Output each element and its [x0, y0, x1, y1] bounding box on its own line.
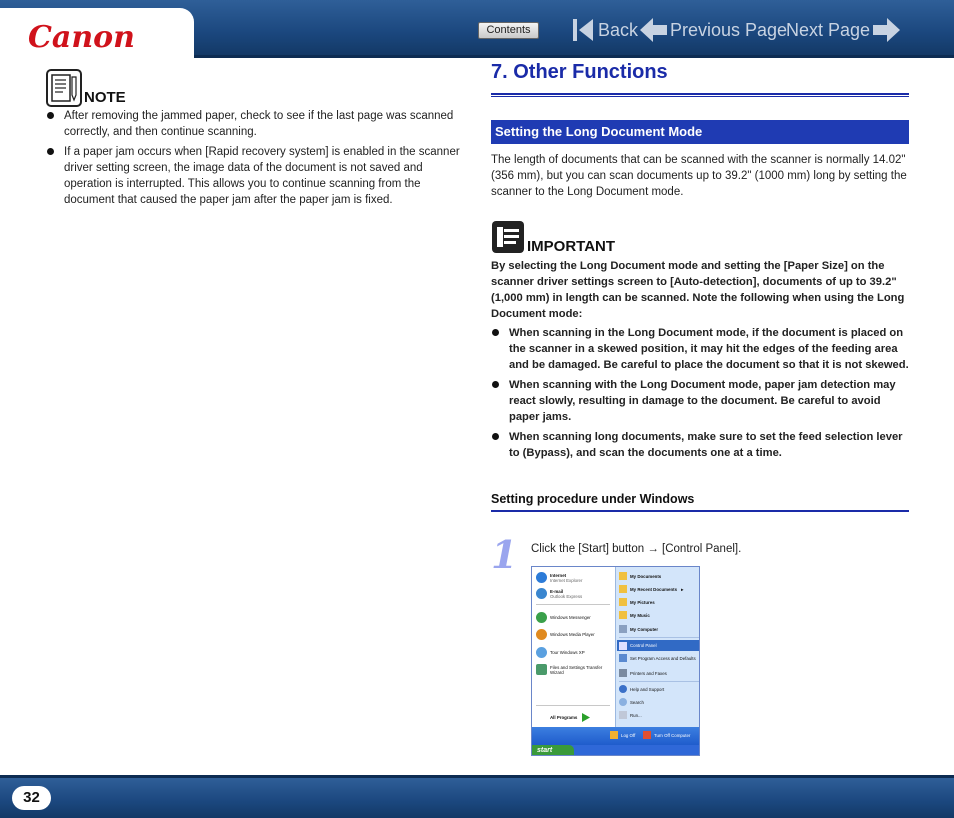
procedure-heading: Setting procedure under Windows	[491, 492, 695, 506]
start-item-media-player: Windows Media Player	[536, 629, 595, 640]
procedure-divider	[491, 510, 909, 512]
tour-xp-icon	[536, 647, 547, 658]
turn-off-item: Turn Off Computer	[643, 731, 690, 739]
start-menu-right-pane	[615, 567, 700, 727]
list-item: If a paper jam occurs when [Rapid recovery system] is enabled in the scanner driver setting screen, the image data of the document is not saved and operation is interrupted. This allows you to continue scanning from the document that caused the paper jam after the paper jam is fixed.	[46, 144, 460, 208]
control-panel-icon	[619, 642, 627, 650]
list-item: After removing the jammed paper, check to see if the last page was scanned correctly, and then continue scanning.	[46, 108, 460, 140]
bullet-icon	[492, 329, 499, 336]
important-heading: IMPORTANT	[527, 238, 616, 255]
log-off-icon	[610, 731, 618, 739]
back-icon	[572, 17, 594, 43]
power-icon	[643, 731, 651, 739]
list-item: When scanning long documents, make sure to set the feed selection lever to (Bypass), and scan the documents one at a time.	[491, 429, 911, 461]
media-player-icon	[536, 629, 547, 640]
back-label: Back	[598, 20, 639, 40]
logo-panel	[0, 8, 194, 58]
printer-icon	[619, 669, 627, 677]
important-text: By selecting the Long Document mode and setting the [Paper Size] on the scanner driver settings screen to [Auto-detection], documents of up to 39.2" (1,000 mm) in length can be scanned. Note the following when using the Long Document mode:	[491, 260, 905, 320]
start-item-email: E-mail Outlook Express	[536, 588, 582, 599]
next-page-button[interactable]	[786, 16, 900, 44]
start-item-help: Help and Support	[619, 685, 664, 693]
start-item-my-documents: My Documents	[619, 572, 661, 580]
folder-icon	[619, 572, 627, 580]
run-icon	[619, 711, 627, 719]
program-access-icon	[619, 654, 627, 662]
menu-separator	[536, 604, 610, 605]
list-item: When scanning in the Long Document mode, if the document is placed on the scanner in a skewed position, it may hit the edges of the feeding area and be damaged. Be careful to place the document so that it is not skewed.	[491, 325, 911, 373]
previous-page-button[interactable]	[640, 16, 787, 44]
left-arrow-icon	[640, 17, 668, 43]
step-instruction: Click the [Start] button → [Control Panel].	[531, 543, 742, 555]
menu-separator	[536, 705, 610, 706]
start-item-internet: Internet Internet Explorer	[536, 572, 582, 583]
start-item-recent-documents: My Recent Documents ▸	[619, 585, 683, 593]
section-heading: Setting the Long Document Mode	[491, 120, 909, 144]
next-page-label: Next Page	[786, 20, 871, 40]
note-icon	[46, 69, 82, 107]
important-list	[491, 325, 911, 465]
start-menu-left-pane	[532, 567, 614, 727]
start-item-transfer-wizard: Files and Settings Transfer Wizard	[536, 664, 612, 675]
start-item-printers: Printers and Faxes	[619, 669, 667, 677]
outlook-express-icon	[536, 588, 547, 599]
green-arrow-icon	[581, 713, 590, 722]
menu-separator	[619, 681, 699, 682]
contents-button[interactable]: Contents	[478, 22, 539, 39]
page-number: 32	[12, 786, 51, 810]
bullet-icon	[492, 381, 499, 388]
start-item-my-computer: My Computer	[619, 625, 658, 633]
right-arrow-icon	[872, 17, 900, 43]
start-item-search: Search	[619, 698, 644, 706]
bullet-icon	[47, 112, 54, 119]
list-item: When scanning with the Long Document mode, paper jam detection may react slowly, resulting in damage to the document. Be careful to avoid paper jams.	[491, 377, 911, 425]
all-programs-item: All Programs	[550, 713, 590, 722]
canon-logo: Canon	[28, 20, 135, 55]
note-heading: NOTE	[84, 89, 126, 106]
page-title: 7. Other Functions	[491, 61, 668, 83]
folder-icon	[619, 611, 627, 619]
menu-separator	[619, 637, 699, 638]
bullet-icon	[47, 148, 54, 155]
help-icon	[619, 685, 627, 693]
previous-page-label: Previous Page	[670, 20, 788, 40]
footer-bar	[0, 775, 954, 818]
log-off-item: Log Off	[610, 731, 635, 739]
internet-explorer-icon	[536, 572, 547, 583]
start-item-my-pictures: My Pictures	[619, 598, 655, 606]
folder-icon	[619, 598, 627, 606]
start-item-control-panel: Control Panel	[617, 640, 699, 651]
start-item-program-access: Set Program Access and Defaults	[619, 654, 699, 662]
computer-icon	[619, 625, 627, 633]
important-icon	[491, 220, 525, 254]
folder-icon	[619, 585, 627, 593]
step-number: 1	[491, 532, 518, 577]
start-menu-bottom-bar	[532, 727, 700, 745]
note-list	[46, 108, 460, 212]
back-button[interactable]	[572, 16, 638, 44]
start-item-tour: Tour Windows XP	[536, 647, 585, 658]
bullet-icon	[492, 433, 499, 440]
start-menu-screenshot	[531, 566, 700, 756]
start-item-run: Run...	[619, 711, 642, 719]
start-button: start	[532, 745, 574, 756]
messenger-icon	[536, 612, 547, 623]
search-icon	[619, 698, 627, 706]
title-divider	[491, 93, 909, 97]
start-item-messenger: Windows Messenger	[536, 612, 591, 623]
transfer-wizard-icon	[536, 664, 547, 675]
start-item-my-music: My Music	[619, 611, 650, 619]
intro-paragraph: The length of documents that can be scanned with the scanner is normally 14.02" (356 mm), but you can scan documents up to 39.2" (1000 mm) long by setting the scanner to the Long Document mode.	[491, 154, 907, 198]
